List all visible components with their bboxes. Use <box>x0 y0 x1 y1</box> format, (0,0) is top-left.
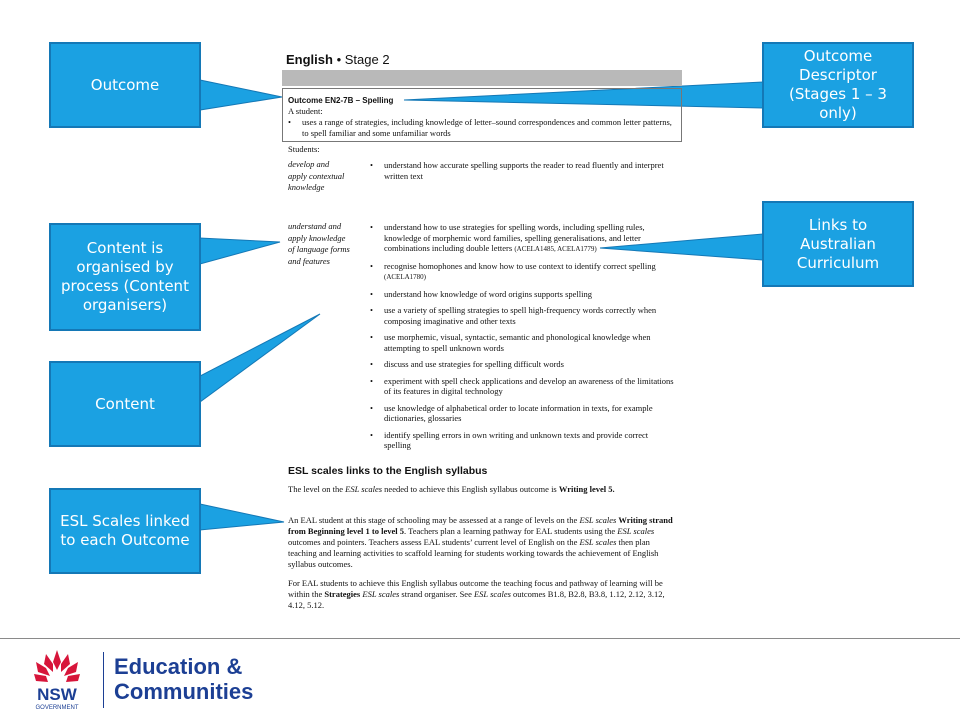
content-item <box>370 403 675 424</box>
esl-p2-text2: . Teachers plan a learning pathway for EAL students using the <box>404 526 618 536</box>
callout-links-australian-curriculum <box>762 201 914 287</box>
esl-p2-scales2: ESL scales <box>617 526 655 536</box>
students-label: Students: <box>288 144 320 154</box>
callout-outcome-label: Outcome <box>90 75 160 94</box>
content-item-text <box>384 261 675 283</box>
bullet-point: • <box>370 160 373 170</box>
content-item-text <box>384 376 675 397</box>
pointer-esl <box>200 504 284 530</box>
doc-title <box>286 52 390 67</box>
bullet-point: • <box>370 305 373 315</box>
content-item-body: experiment with spell check applications and develop an awareness of the limitations of its features in digital technology <box>384 375 674 396</box>
callout-content <box>49 361 201 447</box>
callout-content-process-label: Content is organised by process (Content organisers) <box>61 239 189 314</box>
bullet-point: • <box>370 260 373 271</box>
content-item-body: use morphemic, visual, syntactic, semantic and phonological knowledge when attempting to spell unknown words <box>384 332 651 353</box>
outcome-box <box>282 88 682 142</box>
content-item-text <box>384 222 675 255</box>
curriculum-reference: (ACELA1485, ACELA1779) <box>514 245 597 253</box>
content-item <box>370 332 675 353</box>
curriculum-reference: (ACELA1780) <box>384 273 426 281</box>
esl-p2-text4: then plan teaching and learning activities to scaffold learning for students working towards the achievement of English syllabus outcomes. <box>288 537 659 569</box>
content-item-text <box>384 305 675 326</box>
outcome-title: Outcome EN2-7B – Spelling <box>288 96 394 105</box>
content-item-body: recognise homophones and know how to use context to identify correct spelling <box>384 260 656 271</box>
callout-content-label: Content <box>95 394 155 413</box>
outcome-statement: • uses a range of strategies, including knowledge of letter–sound correspondences and common letter patterns, to spell familiar and some unfamiliar words <box>288 117 676 139</box>
bullet-point: • <box>370 288 373 299</box>
content-group-contextual <box>370 160 675 187</box>
bullet-point: • <box>370 402 373 413</box>
footer-divider <box>0 638 960 639</box>
callout-esl-label: ESL Scales linked to each Outcome <box>60 512 190 549</box>
esl-p2-text3: outcomes and pointers. Teachers assess EAL students’ current level of English on the <box>288 537 580 547</box>
department-name <box>114 654 253 704</box>
callout-outcome-descriptor <box>762 42 914 128</box>
department-line-2: Communities <box>114 679 254 704</box>
department-line-1: Education & <box>114 654 243 679</box>
content-item-body: discuss and use strategies for spelling difficult words <box>384 359 564 369</box>
content-item-body: identify spelling errors in own writing and unknown texts and provide correct spelling <box>384 429 649 450</box>
esl-p3-strategies: Strategies <box>324 589 361 599</box>
esl-p1-level: Writing level 5. <box>558 484 615 494</box>
esl-p1-text: The level on the <box>288 484 346 494</box>
content-organiser-contextual: develop and apply contextual knowledge <box>288 159 345 192</box>
pointer-outcome <box>200 80 282 110</box>
waratah-icon <box>26 648 88 712</box>
esl-p2-text: An EAL student at this stage of schooling may be assessed at a range of levels on the <box>288 515 580 525</box>
content-item-body: understand how accurate spelling supports the reader to read fluently and interpret written text <box>384 160 664 181</box>
outcome-a-student: A student: <box>288 106 323 116</box>
content-item <box>370 359 675 370</box>
content-item-text <box>384 289 592 300</box>
content-item-body: use a variety of spelling strategies to spell high-frequency words correctly when composing imaginative and other texts <box>384 305 657 326</box>
nsw-wordmark: NSW <box>37 685 77 704</box>
content-item-text <box>384 403 675 424</box>
doc-stage: Stage 2 <box>344 52 390 67</box>
doc-title-separator: • <box>332 52 345 67</box>
callout-outcome <box>49 42 201 128</box>
pointer-content <box>200 314 320 402</box>
content-item <box>370 289 675 300</box>
esl-p1-scales: ESL scales <box>345 484 383 494</box>
bullet-point: • <box>370 222 373 232</box>
content-item-text <box>384 359 564 370</box>
callout-content-organisers <box>49 223 201 331</box>
esl-p3-text2: strand organiser. See <box>399 589 474 599</box>
government-wordmark: GOVERNMENT <box>35 705 79 711</box>
outcome-text: uses a range of strategies, including knowledge of letter–sound correspondences and common letter patterns, to spell familiar and some unfamiliar words <box>302 117 672 138</box>
pointer-content-process <box>200 238 280 264</box>
content-item-text <box>384 332 675 353</box>
content-group-language <box>370 222 675 457</box>
content-organiser-language: understand and apply knowledge of language forms and features <box>288 221 350 266</box>
content-item <box>370 222 675 255</box>
bullet-point: • <box>370 375 373 386</box>
content-item-body: understand how knowledge of word origins supports spelling <box>384 288 592 299</box>
esl-p2-scales3: ESL scales <box>579 537 617 547</box>
esl-heading: ESL scales links to the English syllabus <box>288 465 488 477</box>
callout-links-ac-label: Links to Australian Curriculum <box>796 215 880 272</box>
esl-p3-scales2: ESL scales <box>473 589 511 599</box>
esl-paragraph-3 <box>288 578 678 611</box>
bullet-point: • <box>370 359 373 369</box>
content-item-body: understand how to use strategies for spelling words, including spelling rules, knowledge of morphemic word families, spelling generalisations, and letter combinations including double letters <box>384 222 645 253</box>
content-item <box>370 261 675 283</box>
content-item <box>370 430 675 451</box>
esl-p3-text: For EAL students to achieve this English syllabus outcome the teaching focus and pathway of learning will be within the <box>288 578 663 599</box>
content-item <box>370 376 675 397</box>
esl-paragraph-1 <box>288 484 678 495</box>
esl-p2-strand: Writing strand from Beginning level 1 to level 5 <box>288 515 673 536</box>
content-item-text <box>384 430 675 451</box>
logo-divider <box>103 652 104 708</box>
bullet-point: • <box>370 332 373 342</box>
doc-subject: English <box>286 52 333 67</box>
header-band <box>282 70 682 86</box>
content-item-text <box>384 160 675 181</box>
content-item-body: use knowledge of alphabetical order to locate information in texts, for example dictionaries, glossaries <box>384 402 653 423</box>
esl-p3-outcomes: outcomes B1.8, B2.8, B3.8, 1.12, 2.12, 3.12, 4.12, 5.12. <box>288 589 665 610</box>
content-item <box>370 305 675 326</box>
bullet-point: • <box>370 429 373 440</box>
esl-p2-scales: ESL scales <box>579 515 617 525</box>
callout-descriptor-label: Outcome Descriptor (Stages 1 – 3 only) <box>789 47 887 122</box>
content-item <box>370 160 675 181</box>
callout-esl-scales <box>49 488 201 574</box>
esl-p3-scales: ESL scales <box>360 589 400 599</box>
esl-paragraph-2 <box>288 515 678 570</box>
esl-p1-text2: needed to achieve this English syllabus outcome is <box>382 484 559 494</box>
